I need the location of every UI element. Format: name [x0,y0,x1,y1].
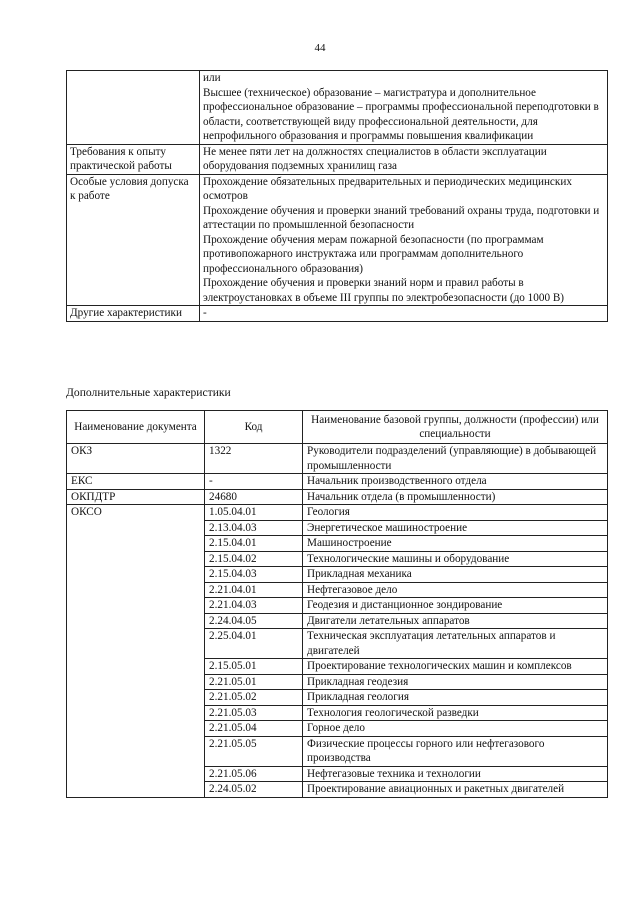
header-document: Наименование документа [67,411,205,444]
table-row [67,489,608,505]
table-row [67,505,608,521]
name-cell: Начальник отдела (в промышленности) [303,489,608,505]
code-cell: 2.21.05.05 [205,736,303,766]
name-cell: Двигатели летательных аппаратов [303,613,608,629]
name-cell: Технология геологической разведки [303,705,608,721]
name-cell: Нефтегазовое дело [303,582,608,598]
name-cell: Проектирование технологических машин и комплексов [303,659,608,675]
code-cell: 1322 [205,444,303,474]
code-cell: 2.15.04.01 [205,536,303,552]
education-higher-text: Высшее (техническое) образование – магистратура и дополнительное профессиональное образование – программы профессиональной переподготовки в области, соответствующей виду профессиональной деятельности, для непрофильного образования и программы повышения квалификации [203,86,599,142]
additional-table [66,410,608,798]
name-cell: Горное дело [303,721,608,737]
education-value-cell [200,71,608,145]
name-cell: Технологические машины и оборудование [303,551,608,567]
education-label-cell [67,71,200,145]
other-label: Другие характеристики [67,306,200,322]
header-row [67,411,608,444]
requirements-table [66,70,608,322]
name-cell: Геология [303,505,608,521]
name-cell: Начальник производственного отдела [303,474,608,490]
name-cell: Нефтегазовые техника и технологии [303,766,608,782]
code-cell: 2.15.04.02 [205,551,303,567]
special-condition-item: Прохождение обязательных предварительных и периодических медицинских осмотров [203,175,572,202]
document-cell: ЕКС [67,474,205,490]
special-conditions-row [67,174,608,306]
code-cell: 2.21.04.01 [205,582,303,598]
code-cell: 1.05.04.01 [205,505,303,521]
code-cell: 2.21.05.01 [205,674,303,690]
additional-heading: Дополнительные характеристики [66,386,231,399]
special-condition-item: Прохождение обучения и проверки знаний норм и правил работы в электроустановках в объеме III группы по электробезопасности (до 1000 В) [203,277,565,304]
name-cell: Прикладная геология [303,690,608,706]
name-cell: Прикладная геодезия [303,674,608,690]
code-cell: 2.21.05.04 [205,721,303,737]
page-number: 44 [314,42,326,54]
code-cell: 24680 [205,489,303,505]
table-row [67,444,608,474]
header-name: Наименование базовой группы, должности (профессии) или специальности [303,411,608,444]
special-condition-item: Прохождение обучения мерам пожарной безопасности (по программам противопожарного инструктажа или программам дополнительного профессионального образования) [203,233,544,275]
code-cell: 2.21.04.03 [205,598,303,614]
code-cell: - [205,474,303,490]
code-cell: 2.25.04.01 [205,629,303,659]
document-cell: ОКЗ [67,444,205,474]
name-cell: Физические процессы горного или нефтегазового производства [303,736,608,766]
name-cell: Проектирование авиационных и ракетных двигателей [303,782,608,798]
name-cell: Руководители подразделений (управляющие) в добывающей промышленности [303,444,608,474]
name-cell: Машиностроение [303,536,608,552]
code-cell: 2.21.05.06 [205,766,303,782]
special-condition-item: Прохождение обучения и проверки знаний требований охраны труда, подготовки и аттестации по промышленной безопасности [203,204,600,231]
experience-value: Не менее пяти лет на должностях специалистов в области эксплуатации оборудования подземных хранилищ газа [200,144,608,174]
name-cell: Техническая эксплуатация летательных аппаратов и двигателей [303,629,608,659]
code-cell: 2.24.05.02 [205,782,303,798]
education-or-text: или [203,72,221,84]
special-conditions-value [200,174,608,306]
other-row [67,306,608,322]
table-row [67,474,608,490]
code-cell: 2.13.04.03 [205,520,303,536]
special-conditions-label: Особые условия допуска к работе [67,174,200,306]
code-cell: 2.24.04.05 [205,613,303,629]
name-cell: Прикладная механика [303,567,608,583]
experience-row [67,144,608,174]
name-cell: Геодезия и дистанционное зондирование [303,598,608,614]
name-cell: Энергетическое машиностроение [303,520,608,536]
document-cell: ОКПДТР [67,489,205,505]
experience-label: Требования к опыту практической работы [67,144,200,174]
code-cell: 2.21.05.03 [205,705,303,721]
other-value: - [200,306,608,322]
code-cell: 2.15.04.03 [205,567,303,583]
education-row [67,71,608,145]
header-code: Код [205,411,303,444]
document-cell: ОКСО [67,505,205,798]
code-cell: 2.15.05.01 [205,659,303,675]
code-cell: 2.21.05.02 [205,690,303,706]
